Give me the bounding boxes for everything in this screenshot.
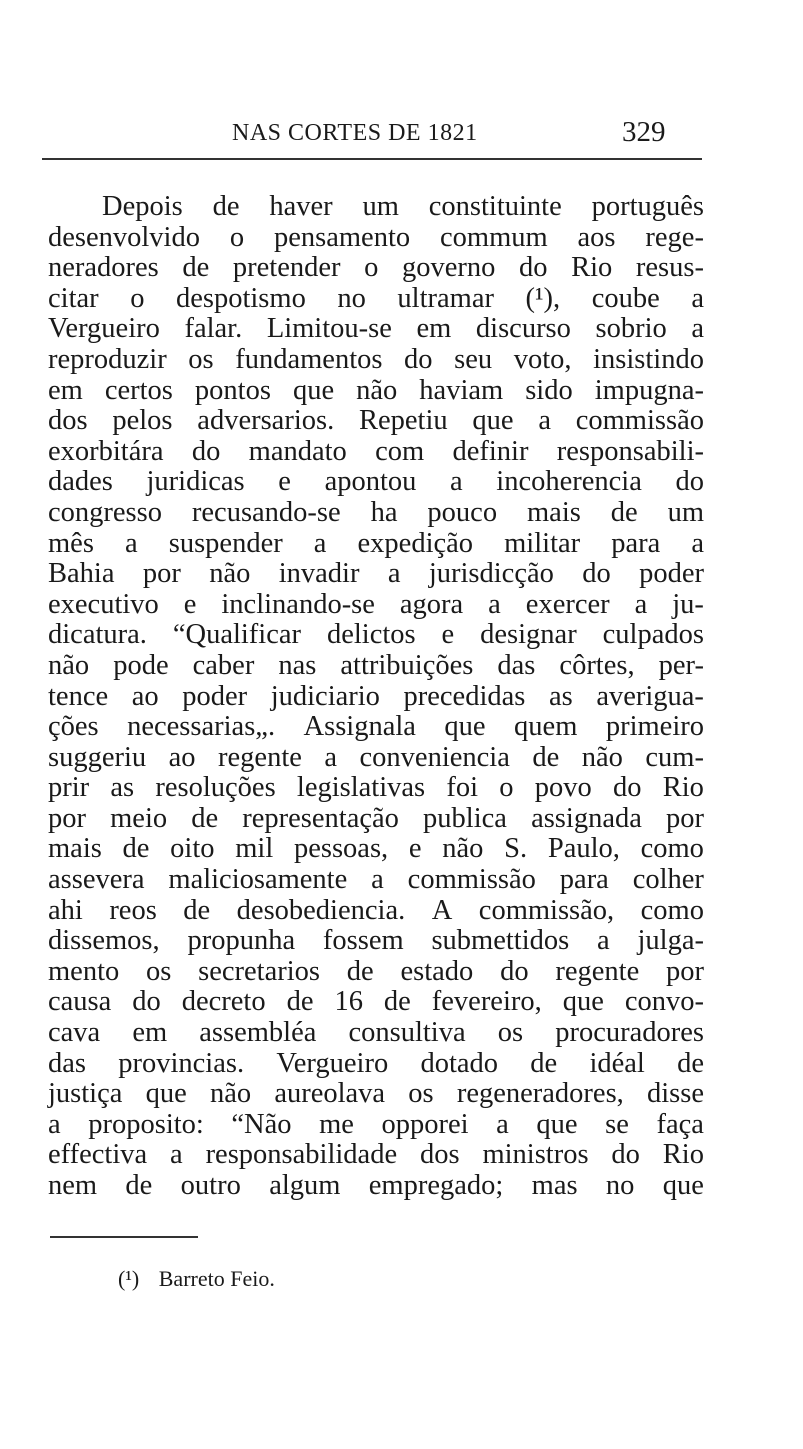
text-line: em certos pontos que não haviam sido impugna- [48, 374, 704, 406]
text-line: dicatura. “Qualificar delictos e designar culpados [48, 619, 704, 651]
text-line: Bahia por não invadir a jurisdicção do poder [48, 558, 704, 590]
page-header-title: NAS CORTES DE 1821 [232, 120, 478, 146]
text-line: exorbitára do mandato com definir responsabili- [48, 435, 704, 467]
text-line: reproduzir os fundamentos do seu voto, insistindo [48, 343, 704, 375]
text-line: desenvolvido o pensamento commum aos rege- [48, 221, 704, 253]
text-line: a proposito: “Não me opporei a que se faça [48, 1108, 704, 1140]
text-line: Depois de haver um constituinte português [102, 191, 704, 222]
text-line: citar o despotismo no ultramar (¹), coube a [48, 282, 704, 314]
text-line: executivo e inclinando-se agora a exercer a ju- [48, 588, 704, 620]
text-line: causa do decreto de 16 de fevereiro, que convo- [48, 986, 704, 1018]
text-line: Vergueiro falar. Limitou-se em discurso sobrio a [48, 313, 704, 345]
text-line: justiça que não aureolava os regeneradores, disse [48, 1078, 704, 1110]
text-line: ções necessarias„. Assignala que quem primeiro [48, 711, 704, 743]
text-line: prir as resoluções legislativas foi o povo do Rio [48, 772, 704, 804]
text-line: cava em assembléa consultiva os procuradores [48, 1017, 704, 1049]
text-line: suggeriu ao regente a conveniencia de não cum- [48, 741, 704, 773]
text-line: mento os secretarios de estado do regente por [48, 955, 704, 987]
text-line: das provincias. Vergueiro dotado de idéal de [48, 1047, 704, 1079]
footnote [118, 1266, 275, 1292]
text-line: dissemos, propunha fossem submettidos a julga- [48, 925, 704, 957]
text-line: dos pelos adversarios. Repetiu que a commissão [48, 405, 704, 437]
text-line: não pode caber nas attribuições das côrtes, per- [48, 649, 704, 681]
text-line: congresso recusando-se ha pouco mais de um [48, 496, 704, 528]
text-line: neradores de pretender o governo do Rio resus- [48, 252, 704, 284]
footnote-marker: (¹) [118, 1266, 140, 1291]
header-rule [42, 158, 702, 160]
text-line: mais de oito mil pessoas, e não S. Paulo, como [48, 833, 704, 865]
text-line: mês a suspender a expedição militar para a [48, 527, 704, 559]
text-line: nem de outro algum empregado; mas no que [48, 1170, 704, 1201]
body-text [48, 192, 704, 1202]
text-line: effectiva a responsabilidade dos ministros do Rio [48, 1139, 704, 1171]
text-line: por meio de representação publica assignada por [48, 802, 704, 834]
text-line: assevera maliciosamente a commissão para colher [48, 864, 704, 896]
text-line: ahi reos de desobediencia. A commissão, como [48, 894, 704, 926]
text-line: dades juridicas e apontou a incoherencia do [48, 466, 704, 498]
page-number: 329 [622, 116, 666, 148]
footnote-rule [50, 1236, 198, 1238]
text-line: tence ao poder judiciario precedidas as averigua- [48, 680, 704, 712]
footnote-text: Barreto Feio. [158, 1266, 275, 1291]
